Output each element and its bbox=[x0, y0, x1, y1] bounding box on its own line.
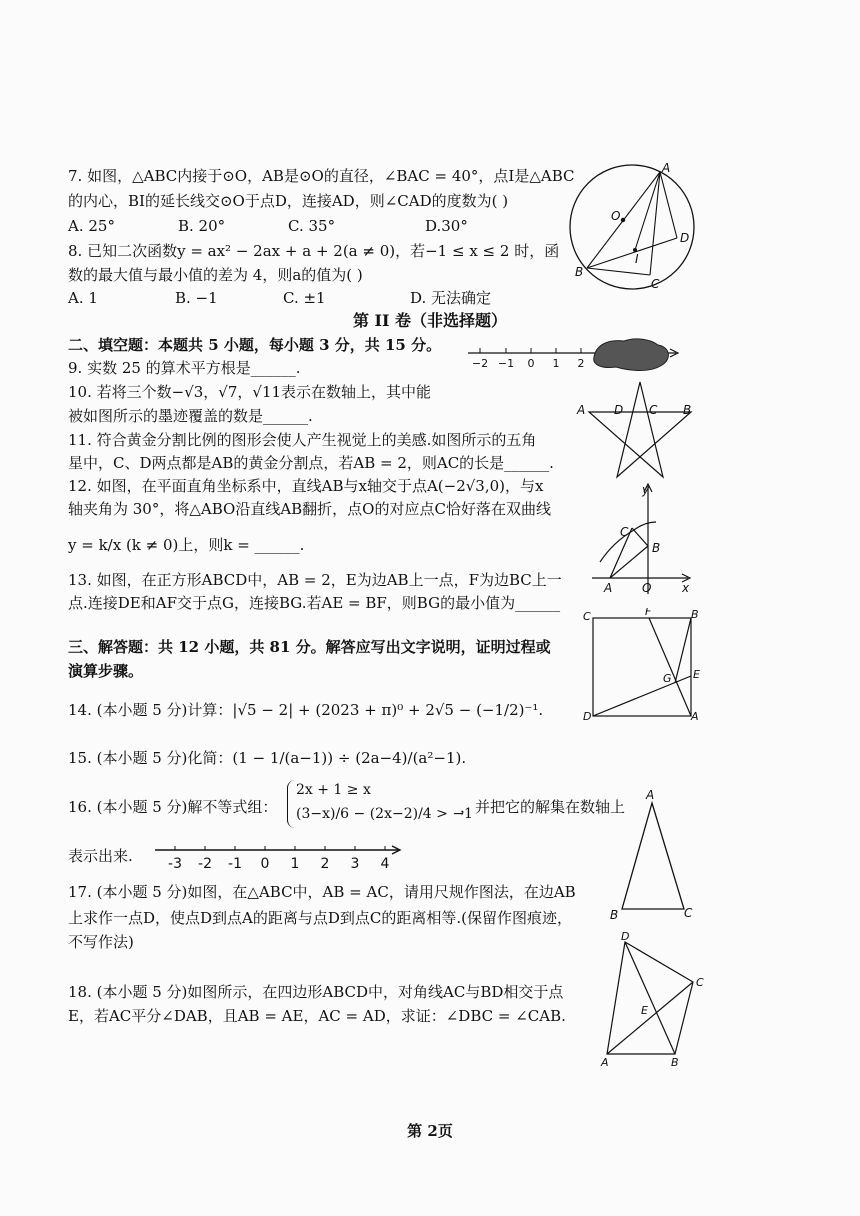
label-e: E bbox=[641, 1004, 648, 1017]
label-a: A bbox=[646, 788, 655, 802]
label-a: A bbox=[662, 161, 671, 175]
q18-line2: E，若AC平分∠DAB，且AB = AE，AC = AD，求证：∠DBC = ∠CAB. bbox=[68, 1007, 566, 1025]
q11-line2: 星中，C、D两点都是AB的黄金分割点，若AB = 2，则AC的长是______. bbox=[68, 454, 554, 472]
label-g: G bbox=[663, 672, 672, 685]
q16-tick-label: -1 bbox=[228, 856, 242, 872]
q16-tick-label: -2 bbox=[198, 856, 212, 872]
label-b: B bbox=[691, 608, 699, 621]
q7-line2: 的内心，BI的延长线交⊙O于点D，连接AD，则∠CAD的度数为( ) bbox=[68, 192, 509, 210]
nl-label: 1 bbox=[552, 357, 560, 370]
label-b: B bbox=[683, 403, 692, 417]
label-d: D bbox=[583, 710, 592, 723]
q17-line1: 17. (本小题 5 分)如图，在△ABC中，AB = AC，请用尺规作图法，在边AB bbox=[68, 883, 576, 901]
part2-title: 第 II 卷（非选择题） bbox=[352, 311, 508, 330]
q14-text: 14. (本小题 5 分)计算：|√5 − 2| + (2023 + π)⁰ + 2√5 − (−1/2)⁻¹. bbox=[68, 701, 544, 719]
q12-line1: 12. 如图，在平面直角坐标系中，直线AB与x轴交于点A(−2√3,0)，与x bbox=[68, 477, 544, 495]
q7-option-a: A. 25° bbox=[68, 217, 115, 235]
label-e: E bbox=[693, 668, 700, 681]
q8-option-d: D. 无法确定 bbox=[410, 289, 492, 307]
section3-line1: 三、解答题：共 12 小题，共 81 分。解答应写出文字说明，证明过程或 bbox=[68, 638, 551, 656]
q12-line3: y = k/x (k ≠ 0)上，则k = ______. bbox=[68, 536, 305, 554]
label-a: A bbox=[604, 581, 613, 595]
label-o: O bbox=[611, 209, 621, 223]
label-c: C bbox=[684, 906, 693, 920]
label-b: B bbox=[575, 265, 584, 279]
q16-eq1: 2x + 1 ≥ x bbox=[296, 782, 371, 798]
q12-coordinate-figure bbox=[590, 482, 700, 598]
label-c: C bbox=[583, 610, 591, 623]
q17-line3: 不写作法) bbox=[68, 933, 134, 951]
q12-line2: 轴夹角为 30°，将△ABO沿直线AB翻折，点O的对应点C恰好落在双曲线 bbox=[68, 500, 551, 518]
q7-circle-figure bbox=[565, 160, 705, 300]
label-y: y bbox=[642, 483, 650, 497]
label-d: D bbox=[680, 231, 690, 245]
q7-line1: 7. 如图，△ABC内接于⊙O，AB是⊙O的直径，∠BAC = 40°，点I是△ABC bbox=[68, 167, 575, 185]
label-b: B bbox=[671, 1056, 679, 1069]
label-c: C bbox=[651, 277, 660, 291]
q11-line1: 11. 符合黄金分割比例的图形会使人产生视觉上的美感.如图所示的五角 bbox=[68, 431, 537, 449]
section3-line2: 演算步骤。 bbox=[68, 662, 144, 680]
q9-text: 9. 实数 25 的算术平方根是______. bbox=[68, 359, 301, 377]
q18-quadrilateral-figure bbox=[595, 930, 715, 1070]
q13-line2: 点.连接DE和AF交于点G，连接BG.若AE = BF，则BG的最小值为______ bbox=[68, 594, 561, 612]
label-a: A bbox=[577, 403, 586, 417]
q7-option-b: B. 20° bbox=[178, 217, 226, 235]
label-b: B bbox=[652, 541, 661, 555]
q16-tick-label: 4 bbox=[380, 856, 390, 872]
q10-line2: 被如图所示的墨迹覆盖的数是______. bbox=[68, 407, 313, 425]
label-i: I bbox=[635, 252, 639, 266]
label-x: x bbox=[682, 581, 690, 595]
q16-tick-label: 3 bbox=[350, 856, 360, 872]
label-a: A bbox=[601, 1056, 609, 1069]
q16-tick-label: 0 bbox=[260, 856, 270, 872]
q16-tick-label: -3 bbox=[168, 856, 182, 872]
q10-number-line bbox=[466, 335, 688, 375]
nl-label: −2 bbox=[471, 357, 489, 370]
page-number: 第 2页 bbox=[407, 1122, 453, 1140]
q16-tick-label: 1 bbox=[290, 856, 300, 872]
label-f: F bbox=[645, 608, 652, 618]
q15-text: 15. (本小题 5 分)化简：(1 − 1/(a−1)) ÷ (2a−4)/(a²−1). bbox=[68, 749, 467, 767]
label-d: D bbox=[614, 403, 624, 417]
q8-line1: 8. 已知二次函数y = ax² − 2ax + a + 2(a ≠ 0)，若−1 ≤ x ≤ 2 时，函 bbox=[68, 242, 560, 260]
q13-square-figure bbox=[583, 608, 703, 723]
q13-line1: 13. 如图，在正方形ABCD中，AB = 2，E为边AB上一点，F为边BC上一 bbox=[68, 571, 562, 589]
label-b: B bbox=[610, 908, 619, 920]
q16-eq2: (3−x)/6 − (2x−2)/4 > −1 bbox=[296, 806, 473, 822]
label-a: A bbox=[691, 710, 699, 723]
q7-option-d: D.30° bbox=[425, 217, 468, 235]
q8-option-b: B. −1 bbox=[175, 289, 218, 307]
q16-suffix: ，并把它的解集在数轴上 bbox=[460, 798, 626, 816]
q16-line2: 表示出来. bbox=[68, 847, 133, 865]
section2-heading: 二、填空题：本题共 5 小题，每小题 3 分，共 15 分。 bbox=[68, 336, 442, 354]
q8-line2: 数的最大值与最小值的差为 4，则a的值为( ) bbox=[68, 266, 363, 284]
label-c: C bbox=[649, 403, 658, 417]
label-d: D bbox=[621, 930, 630, 943]
nl-label: 0 bbox=[527, 357, 535, 370]
q16-number-line bbox=[150, 838, 410, 872]
q18-line1: 18. (本小题 5 分)如图所示，在四边形ABCD中，对角线AC与BD相交于点 bbox=[68, 983, 564, 1001]
nl-label: −1 bbox=[497, 357, 515, 370]
q7-option-c: C. 35° bbox=[288, 217, 336, 235]
nl-label: 2 bbox=[577, 357, 585, 370]
ink-blot-shape bbox=[594, 339, 669, 371]
q10-line1: 10. 若将三个数−√3，√7，√11表示在数轴上，其中能 bbox=[68, 383, 432, 401]
q17-triangle-figure bbox=[600, 785, 700, 920]
q8-option-c: C. ±1 bbox=[283, 289, 326, 307]
q17-line2: 上求作一点D，使点D到点A的距离与点D到点C的距离相等.(保留作图痕迹， bbox=[68, 909, 573, 927]
q11-star-figure bbox=[575, 378, 705, 483]
label-o: O bbox=[642, 581, 652, 595]
q8-option-a: A. 1 bbox=[68, 289, 98, 307]
q16-tick-label: 2 bbox=[320, 856, 330, 872]
label-c: C bbox=[696, 976, 704, 989]
q16-prefix: 16. (本小题 5 分)解不等式组： bbox=[68, 798, 278, 816]
label-c: C bbox=[620, 525, 629, 539]
